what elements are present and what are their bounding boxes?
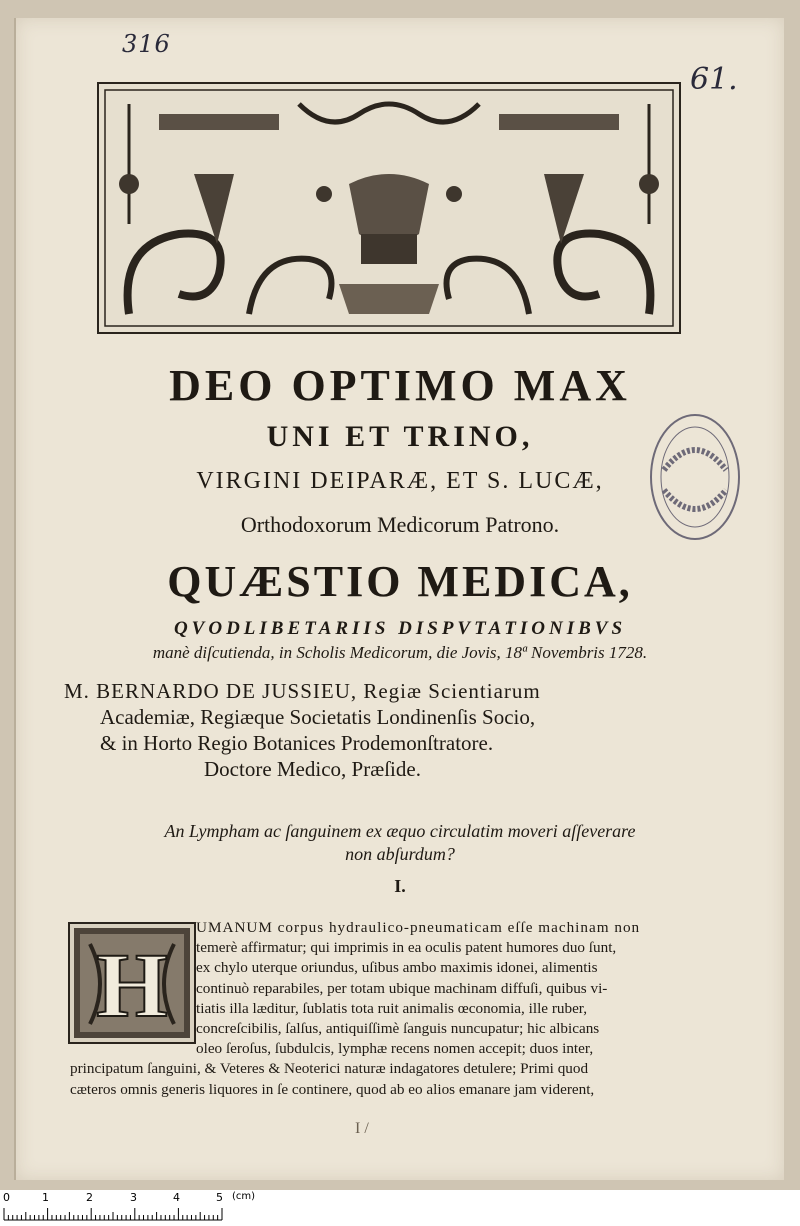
page-signature: I /: [355, 1120, 369, 1137]
title-quaestio-medica: QUÆSTIO MEDICA,: [167, 557, 633, 606]
body-line: cæteros omnis generis liquores in ſe continere, quod ab eo alios emanare jam viderent,: [70, 1080, 595, 1098]
ornamental-headpiece: [97, 82, 681, 334]
ruler-label: 1: [42, 1191, 49, 1204]
body-line: continuò reparabiles, per totam ubique machinam diffuſi, quibus vi-: [196, 979, 608, 997]
body-line: oleo ſeroſus, ſubdulcis, lymphæ recens nomen accepit; duos inter,: [196, 1040, 594, 1058]
body-line: principatum ſanguini, & Veteres & Neoterici naturæ indagatores detulere; Primi quod: [70, 1060, 589, 1078]
ruler-label: 3: [130, 1191, 137, 1204]
manuscript-number-left: 316: [122, 30, 171, 58]
praeses-line: M. BERNARDO DE JUSSIEU, Regiæ Scientiarum: [64, 679, 541, 703]
praeses-line: Academiæ, Regiæque Societatis Londinenſis Socio,: [100, 705, 536, 729]
body-line: UMANUM corpus hydraulico-pneumaticam eſſe machinam non: [196, 919, 641, 936]
title-deo-optimo: DEO OPTIMO MAX: [169, 361, 631, 410]
manuscript-number-right: 61.: [690, 62, 738, 97]
body-text: [70, 918, 720, 1100]
praeses-block: [64, 678, 724, 782]
title-uni-trino: UNI ET TRINO,: [266, 420, 534, 453]
praeses-line: & in Horto Regio Botanices Prodemonſtratore.: [100, 731, 494, 755]
ruler-label: 5: [216, 1191, 223, 1204]
question-line: non abſurdum?: [345, 844, 455, 864]
ruler-label: 0: [3, 1191, 10, 1204]
initial-letter: H: [96, 934, 168, 1036]
title-date-line: manè diſcutienda, in Scholis Medicorum, die Jovis, 18ª Novembris 1728.: [152, 643, 648, 662]
ruler-unit: (cm): [232, 1191, 256, 1202]
body-line: concreſcibilis, ſalſus, antiquiſſimè ſanguis nuncupatur; hic albicans: [196, 1020, 600, 1038]
ruler-ticks: [0, 1204, 240, 1224]
ruler-label: 2: [86, 1191, 93, 1204]
body-line: temerè affirmatur; qui imprimis in ea oculis patent humores duo ſunt,: [196, 939, 617, 957]
title-patrono: Orthodoxorum Medicorum Patrono.: [240, 512, 560, 537]
title-disputationibus: QVODLIBETARIIS DISPVTATIONIBVS: [173, 618, 627, 639]
library-stamp: [646, 410, 744, 544]
scale-ruler: [0, 1190, 800, 1226]
title-virgini: VIRGINI DEIPARÆ, ET S. LUCÆ,: [196, 468, 604, 494]
question-block: [110, 820, 690, 866]
body-line: tiatis illa læditur, ſublatis tota ruit animalis œconomia, ille ruber,: [196, 999, 588, 1017]
body-line: ex chylo uterque oriundus, uſibus ambo maximis idonei, alimentis: [196, 959, 598, 977]
section-numeral: I.: [394, 876, 406, 896]
praeses-line: Doctore Medico, Præſide.: [204, 757, 421, 781]
ruler-label: 4: [173, 1191, 180, 1204]
question-line: An Lympham ac ſanguinem ex æquo circulatim moveri aſſeverare: [164, 821, 636, 841]
